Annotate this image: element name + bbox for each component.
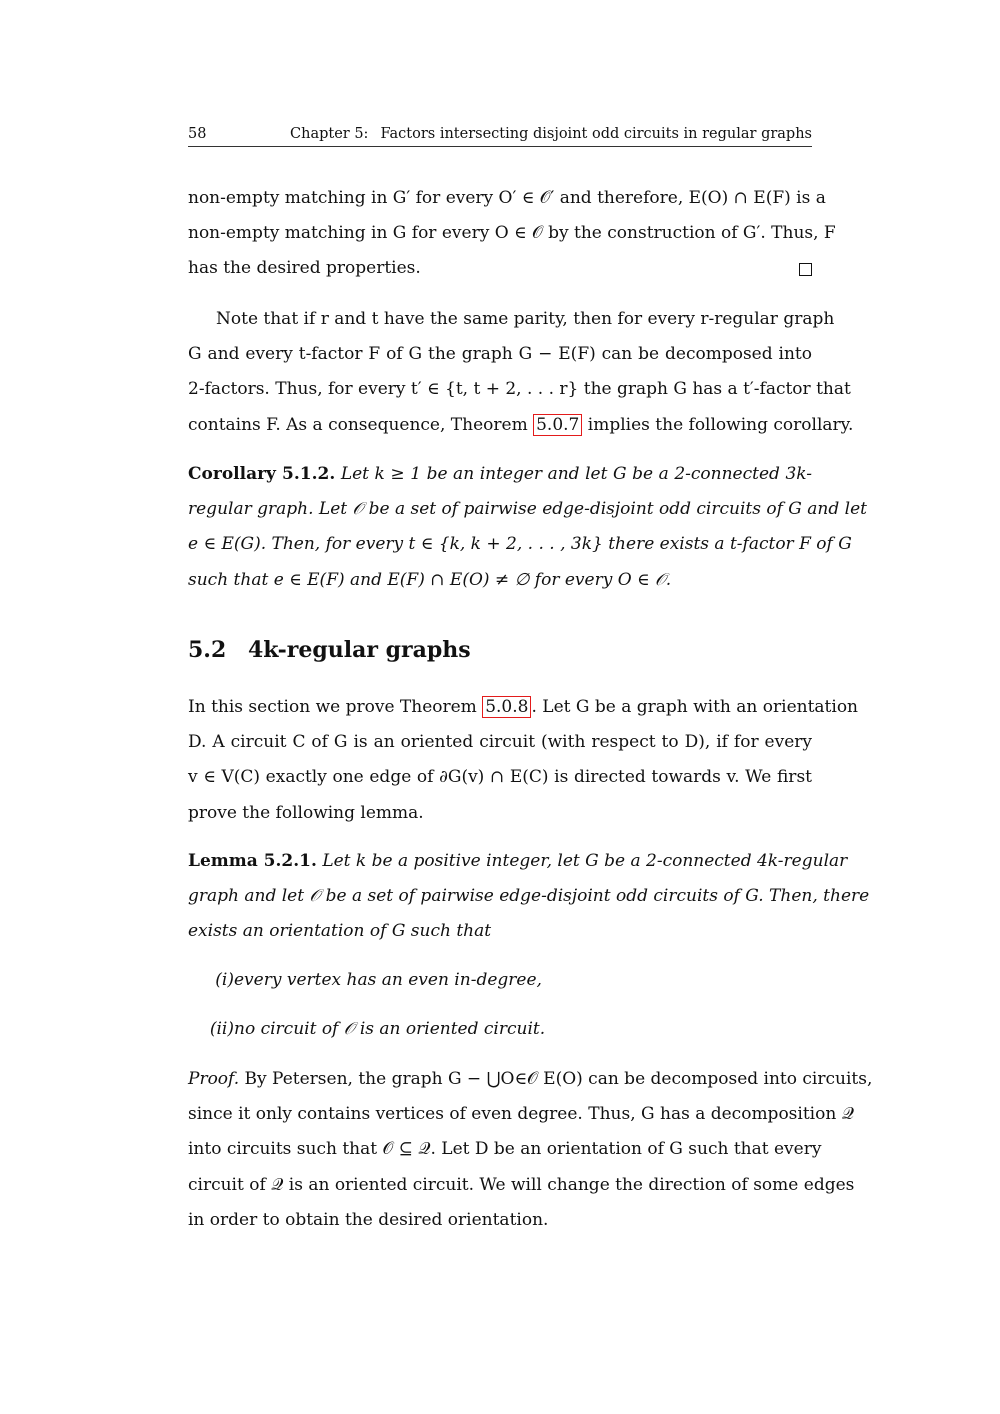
chapter-title [290, 126, 812, 142]
text-line: D. A circuit C of G is an oriented circuit (with respect to D), if for every [188, 732, 812, 753]
text-line: prove the following lemma. [188, 802, 424, 823]
theorem-link-5-0-7[interactable]: 5.0.7 [533, 414, 582, 436]
page-number: 58 [188, 126, 207, 142]
text-span: contains F. As a consequence, Theorem [188, 414, 528, 435]
lemma-item-i [188, 963, 812, 998]
text-line [188, 408, 854, 443]
lemma-label: Lemma 5.2.1. [188, 851, 317, 871]
text-span: Let k be a positive integer, let G be a 2-connected 4k-regular [322, 851, 848, 871]
text-line: since it only contains vertices of even degree. Thus, G has a decomposition 𝒬 [188, 1104, 854, 1125]
paragraph-2 [188, 302, 854, 443]
item-text: every vertex has an even in-degree, [234, 970, 542, 990]
theorem-link-5-0-8[interactable]: 5.0.8 [482, 696, 531, 718]
text-line: graph and let 𝒪 be a set of pairwise edge-disjoint odd circuits of G. Then, there [188, 886, 870, 907]
text-span: has the desired properties. [188, 258, 421, 279]
text-line: Note that if r and t have the same parity, then for every r-regular graph [216, 309, 835, 329]
item-label: (ii) [209, 1019, 234, 1039]
chapter-name: Factors intersecting disjoint odd circuits in regular graphs [380, 126, 812, 142]
section-title: 4k-regular graphs [248, 637, 471, 663]
qed-icon [799, 263, 812, 276]
text-span: . Let G be a graph with an orientation [531, 697, 858, 717]
corollary-label: Corollary 5.1.2. [188, 464, 336, 484]
text-line: in order to obtain the desired orientation. [188, 1209, 549, 1230]
paragraph-1 [188, 181, 836, 287]
running-header [188, 126, 812, 147]
text-span: Let k ≥ 1 be an integer and let G be a 2-connected 3k- [340, 464, 813, 484]
text-line: into circuits such that 𝒪 ⊆ 𝒬. Let D be an orientation of G such that every [188, 1139, 822, 1160]
item-label: (i) [215, 970, 234, 990]
text-line [188, 457, 812, 492]
text-line: circuit of 𝒬 is an oriented circuit. We will change the direction of some edges [188, 1174, 855, 1195]
text-span: implies the following corollary. [587, 414, 854, 435]
text-span: In this section we prove Theorem [188, 697, 477, 717]
proof-label: Proof. [188, 1069, 240, 1089]
section-number: 5.2 [188, 637, 227, 663]
text-line [188, 844, 848, 879]
text-line: exists an orientation of G such that [188, 921, 492, 942]
item-text: no circuit of 𝒪 is an oriented circuit. [234, 1019, 546, 1039]
chapter-label: Chapter 5: [290, 126, 369, 142]
text-line [188, 251, 812, 286]
text-line: non-empty matching in G′ for every O′ ∈ 𝒪′ and therefore, E(O) ∩ E(F) is a [188, 188, 826, 208]
text-line: 2-factors. Thus, for every t′ ∈ {t, t + 2, . . . r} the graph G has a t′-factor that [188, 379, 851, 400]
text-line: G and every t-factor F of G the graph G − E(F) can be decomposed into [188, 344, 812, 365]
lemma-5-2-1 [188, 844, 870, 950]
proof [188, 1062, 873, 1238]
text-line: such that e ∈ E(F) and E(F) ∩ E(O) ≠ ∅ for every O ∈ 𝒪. [188, 569, 672, 590]
lemma-item-ii [188, 1012, 812, 1047]
text-line: non-empty matching in G for every O ∈ 𝒪 by the construction of G′. Thus, F [188, 223, 836, 244]
section-heading [188, 637, 471, 663]
text-line [188, 1062, 873, 1097]
corollary-5-1-2 [188, 457, 867, 598]
text-line: v ∈ V(C) exactly one edge of ∂G(v) ∩ E(C) is directed towards v. We first [188, 767, 812, 788]
paragraph-3 [188, 690, 858, 831]
text-line [188, 690, 858, 725]
text-span: By Petersen, the graph G − ⋃O∈𝒪 E(O) can be decomposed into circuits, [244, 1069, 873, 1089]
text-line: regular graph. Let 𝒪 be a set of pairwise edge-disjoint odd circuits of G and let [188, 499, 867, 520]
text-line: e ∈ E(G). Then, for every t ∈ {k, k + 2, . . . , 3k} there exists a t-factor F of G [188, 534, 852, 555]
